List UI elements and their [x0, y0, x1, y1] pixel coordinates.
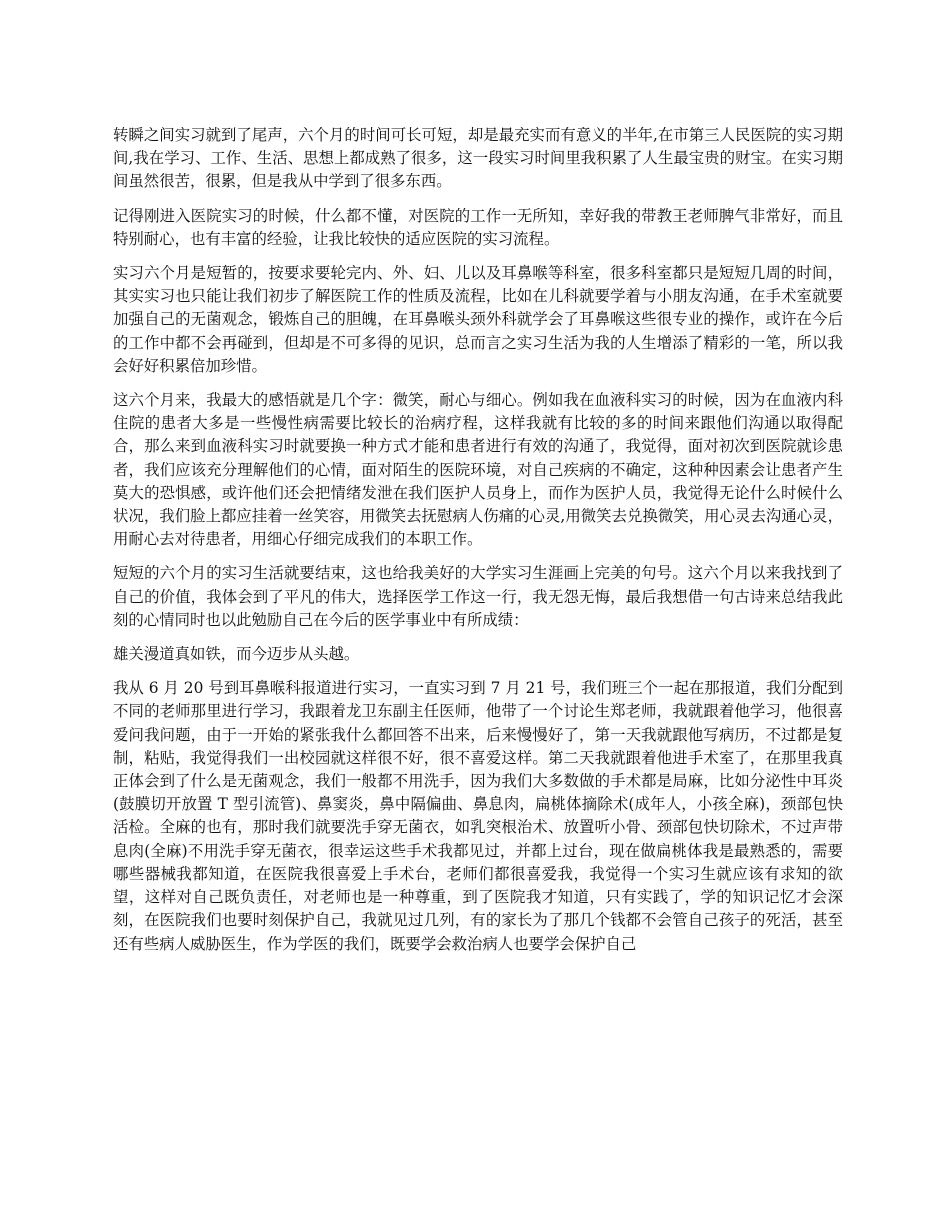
paragraph-5: 短短的六个月的实习生活就要结束，这也给我美好的大学实习生涯画上完美的句号。这六个月以来我找到了自己的价值，我体会到了平凡的伟大，选择医学工作这一行，我无怨无悔，最后我想借一句古诗来总结我此刻的心情同时也以此勉励自己在今后的医学事业中有所成绩：	[113, 564, 843, 629]
paragraph-2: 记得刚进入医院实习的时候，什么都不懂，对医院的工作一无所知，幸好我的带教王老师脾气非常好，而且特别耐心，也有丰富的经验，让我比较快的适应医院的实习流程。	[113, 206, 843, 248]
paragraph-6-poem-line: 雄关漫道真如铁，而今迈步从头越。	[113, 645, 360, 664]
paragraph-7: 我从 6 月 20 号到耳鼻喉科报道进行实习，一直实习到 7 月 21 号，我们班三个一起在那报道，我们分配到不同的老师那里进行学习，我跟着龙卫东副主任医师，他带了一个讨论生郑老师，我就跟着他学习，他很喜爱问我问题，由于一开始的紧张我什么都回答不出来，后来慢慢好了，第一天我就跟他写病历，不过都是复制，粘贴，我觉得我们一出校园就这样很不好，很不喜爱这样。第二天我就跟着他进手术室了，在那里我真正体会到了什么是无菌观念，我们一般都不用洗手，因为我们大多数做的手术都是局麻，比如分泌性中耳炎(鼓膜切开放置 T 型引流管)、鼻窦炎，鼻中隔偏曲、鼻息肉，扁桃体摘除术(成年人，小孩全麻)，颈部包快活检。全麻的也有，那时我们就要洗手穿无菌衣，如乳突根治术、放置听小骨、颈部包快切除术，不过声带息肉(全麻)不用洗手穿无菌衣，很幸运这些手术我都见过，并都上过台，现在做扁桃体我是最熟悉的，需要哪些器械我都知道，在医院我很喜爱上手术台，老师们都很喜爱我，我觉得一个实习生就应该有求知的欲望，这样对自己既负责任，对老师也是一种尊重，到了医院我才知道，只有实践了，学的知识记忆才会深刻，在医院我们也要时刻保护自己，我就见过几列，有的家长为了那几个钱都不会管自己孩子的死活，甚至还有些病人威胁医生，作为学医的我们，既要学会救治病人也要学会保护自己	[113, 679, 843, 953]
document-page	[113, 124, 843, 967]
paragraph-3: 实习六个月是短暂的，按要求要轮完内、外、妇、儿以及耳鼻喉等科室，很多科室都只是短短几周的时间，其实实习也只能让我们初步了解医院工作的性质及流程，比如在儿科就要学着与小朋友沟通，在手术室就要加强自己的无菌观念，锻炼自己的胆魄，在耳鼻喉头颈外科就学会了耳鼻喉这些很专业的操作，或许在今后的工作中都不会再碰到，但却是不可多得的见识，总而言之实习生活为我的人生增添了精彩的一笔，所以我会好好积累倍加珍惜。	[113, 264, 843, 375]
paragraph-4: 这六个月来，我最大的感悟就是几个字：微笑，耐心与细心。例如我在血液科实习的时候，因为在血液内科住院的患者大多是一些慢性病需要比较长的治病疗程，这样我就有比较的多的时间来跟他们沟通以取得配合，那么来到血液科实习时就要换一种方式才能和患者进行有效的沟通了，我觉得，面对初次到医院就诊患者，我们应该充分理解他们的心情，面对陌生的医院环境，对自己疾病的不确定，这种种因素会让患者产生莫大的恐惧感，或许他们还会把情绪发泄在我们医护人员身上，而作为医护人员，我觉得无论什么时候什么状况，我们脸上都应挂着一丝笑容，用微笑去抚慰病人伤痛的心灵,用微笑去兑换微笑，用心灵去沟通心灵，用耐心去对待患者，用细心仔细完成我们的本职工作。	[113, 391, 843, 549]
paragraph-1: 转瞬之间实习就到了尾声，六个月的时间可长可短，却是最充实而有意义的半年,在市第三人民医院的实习期间,我在学习、工作、生活、思想上都成熟了很多，这一段实习时间里我积累了人生最宝贵的财宝。在实习期间虽然很苦，很累，但是我从中学到了很多东西。	[113, 126, 843, 191]
